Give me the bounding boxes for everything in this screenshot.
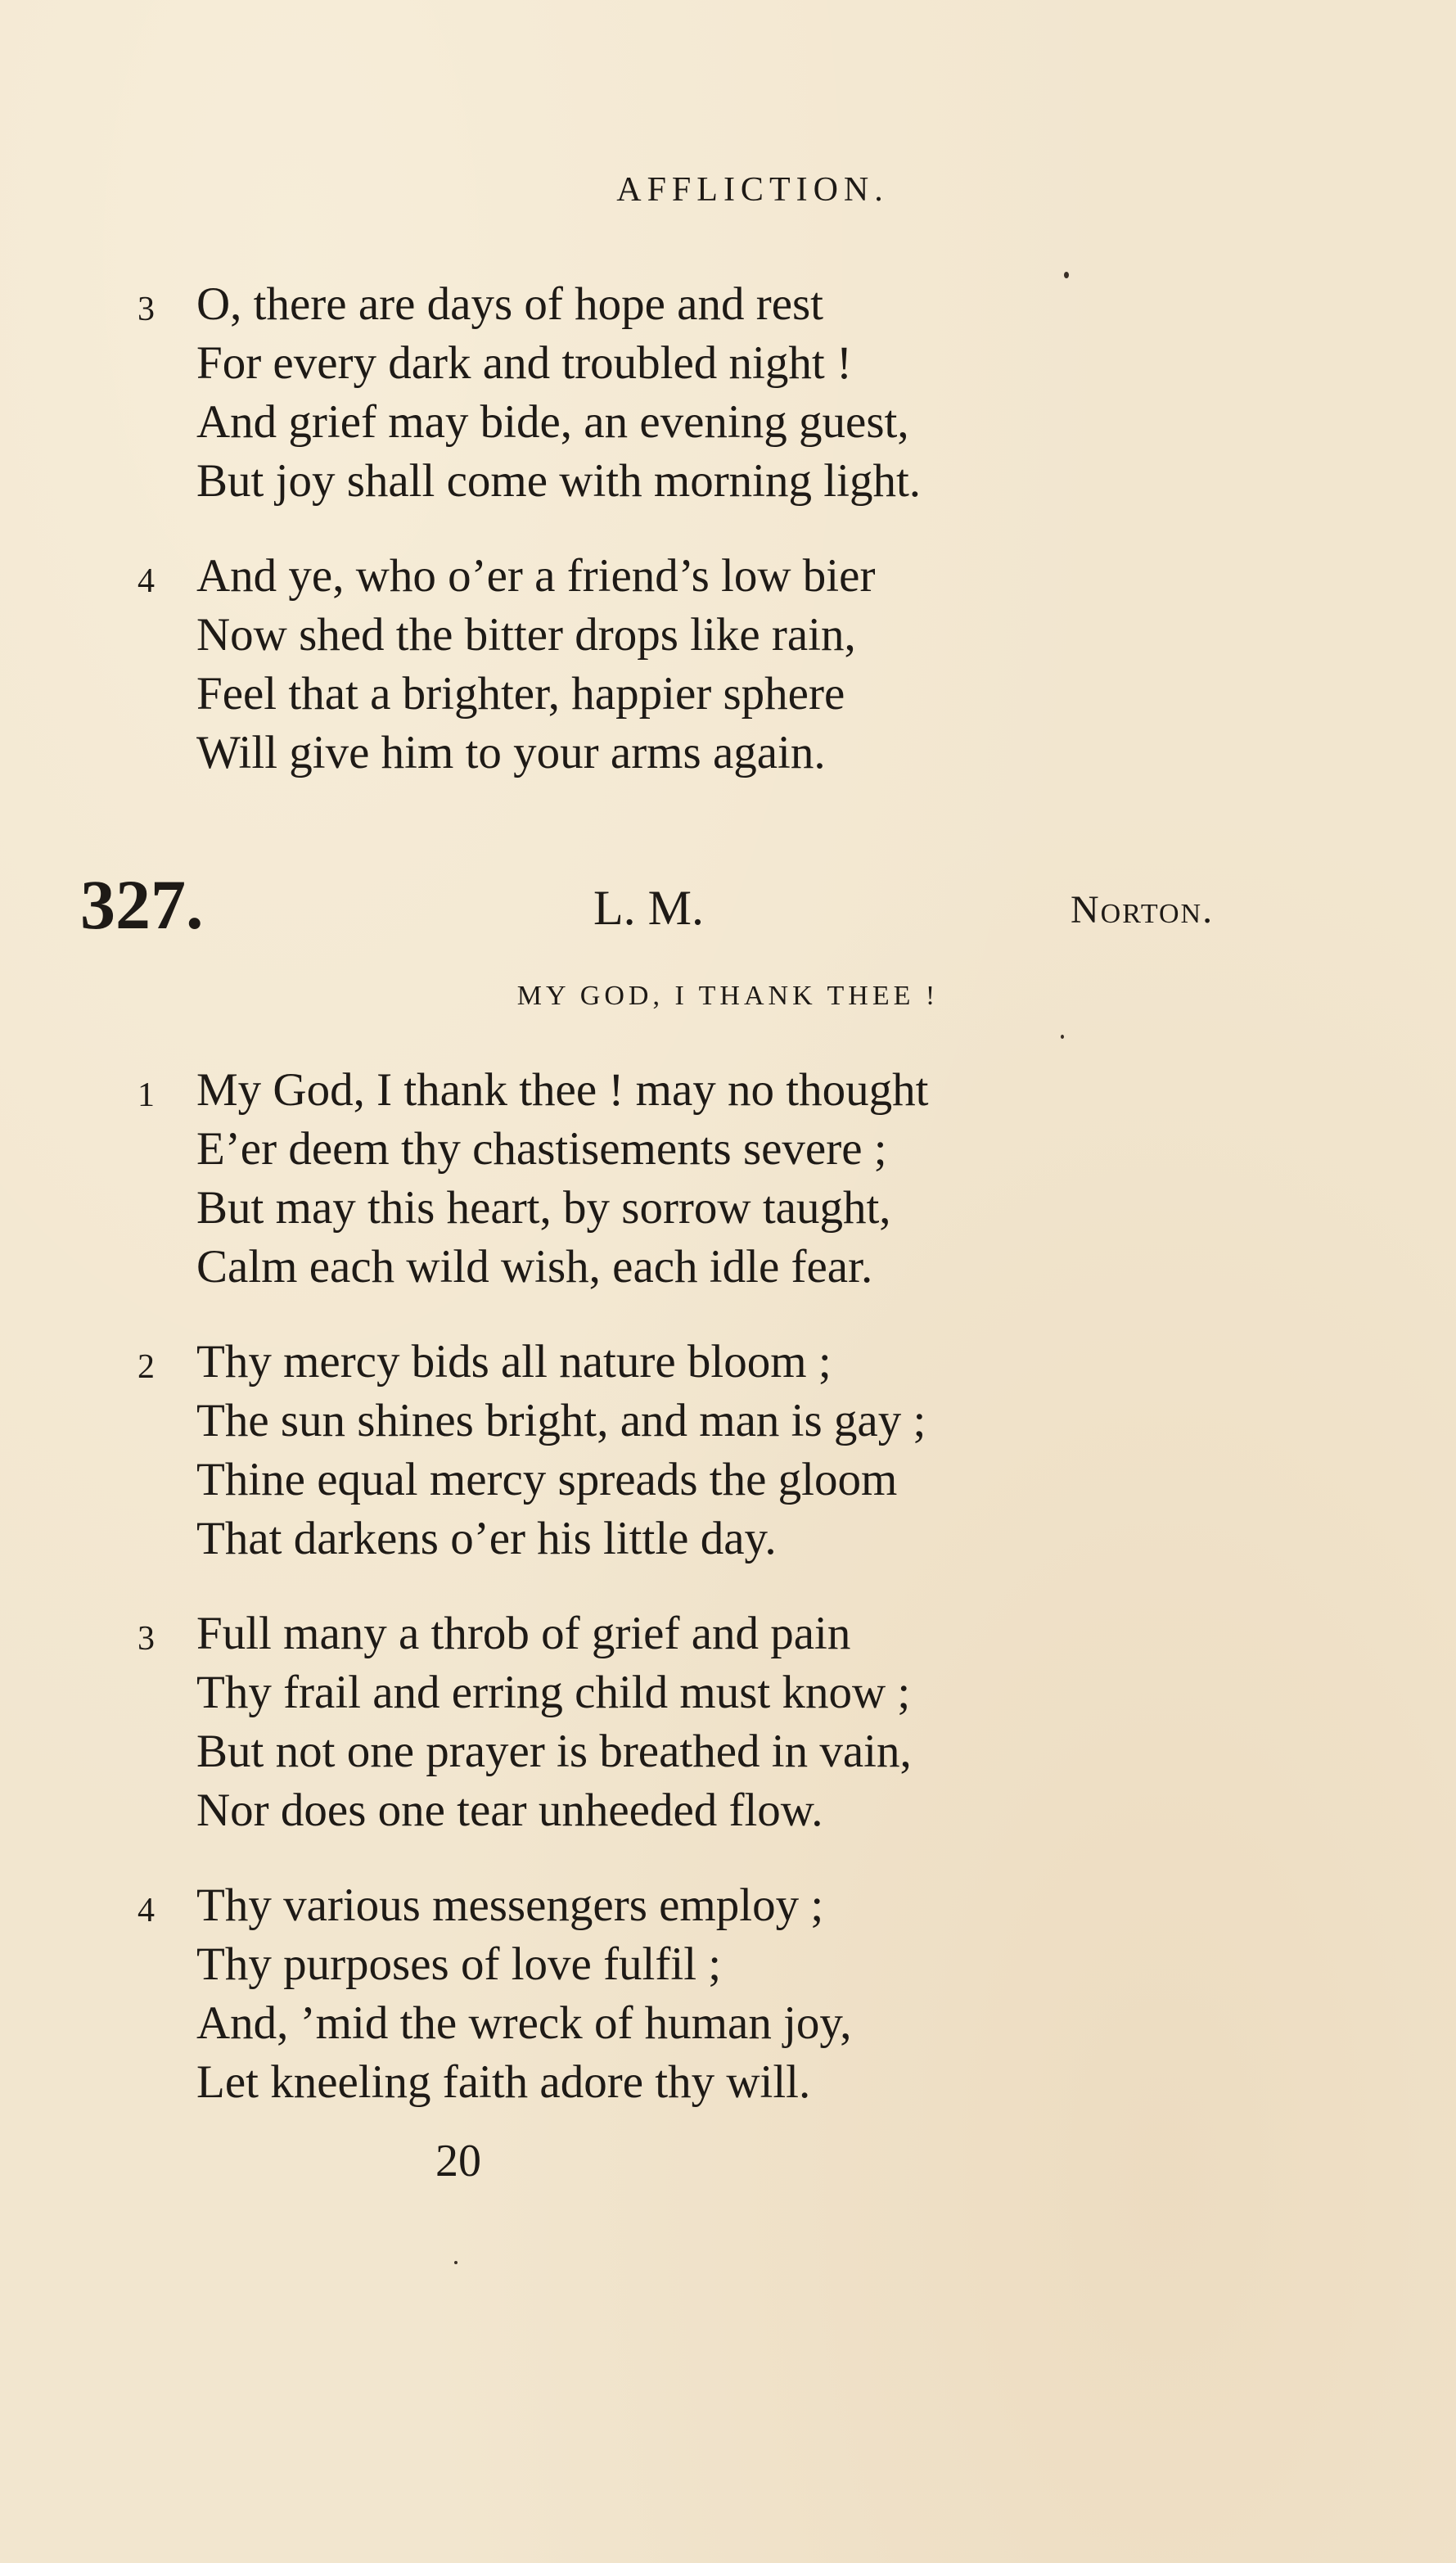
print-speck [1064,272,1069,278]
print-speck [454,2261,458,2264]
stanza-line: But joy shall come with morning light. [196,455,922,507]
stanza-line: Thine equal mercy spreads the gloom [196,1454,898,1505]
running-head: AFFLICTION. [616,171,889,209]
stanza-line: Let kneeling faith adore thy will. [196,2056,811,2108]
stanza-line: Thy various messengers employ ; [196,1879,824,1931]
stanza-line: That darkens o’er his little day. [196,1513,777,1564]
print-speck [1061,1035,1064,1039]
stanza-line: And, ’mid the wreck of human joy, [196,1997,852,2049]
stanza-line: O, there are days of hope and rest [196,278,824,330]
stanza-number: 3 [137,291,155,328]
stanza-line: E’er deem thy chastisements severe ; [196,1123,887,1175]
stanza-number: 1 [137,1076,155,1114]
stanza-line: Will give him to your arms again. [196,727,826,778]
stanza-number: 4 [137,1892,155,1929]
stanza-line: Full many a throb of grief and pain [196,1608,851,1659]
stanza-line: For every dark and troubled night ! [196,337,852,389]
stanza-line: Calm each wild wish, each idle fear. [196,1241,873,1293]
stanza-line: But may this heart, by sorrow taught, [196,1182,891,1234]
stanza-line: Thy frail and erring child must know ; [196,1667,911,1718]
stanza-number: 4 [137,562,155,600]
stanza-line: Thy mercy bids all nature bloom ; [196,1336,832,1388]
stanza-line: And grief may bide, an evening guest, [196,396,909,448]
stanza-line: Thy purposes of love fulfil ; [196,1938,722,1990]
stanza-line: Feel that a brighter, happier sphere [196,668,845,720]
hymn-subtitle: MY GOD, I THANK THEE ! [516,981,940,1011]
page-number: 20 [435,2136,481,2186]
stanza-line: But not one prayer is breathed in vain, [196,1726,912,1777]
stanza-line: Now shed the bitter drops like rain, [196,609,856,661]
hymn-header [0,860,1456,950]
stanza-line: The sun shines bright, and man is gay ; [196,1395,926,1446]
stanza-number: 3 [137,1620,155,1658]
stanza-line: Nor does one tear unheeded flow. [196,1785,823,1836]
hymn-meter: L. M. [593,881,704,935]
hymn-number: 327. [80,865,204,944]
stanza-line: And ye, who o’er a friend’s low bier [196,550,876,602]
stanza-number: 2 [137,1348,155,1386]
hymn-author: Norton. [1071,888,1215,932]
stanza-line: My God, I thank thee ! may no thought [196,1064,929,1116]
